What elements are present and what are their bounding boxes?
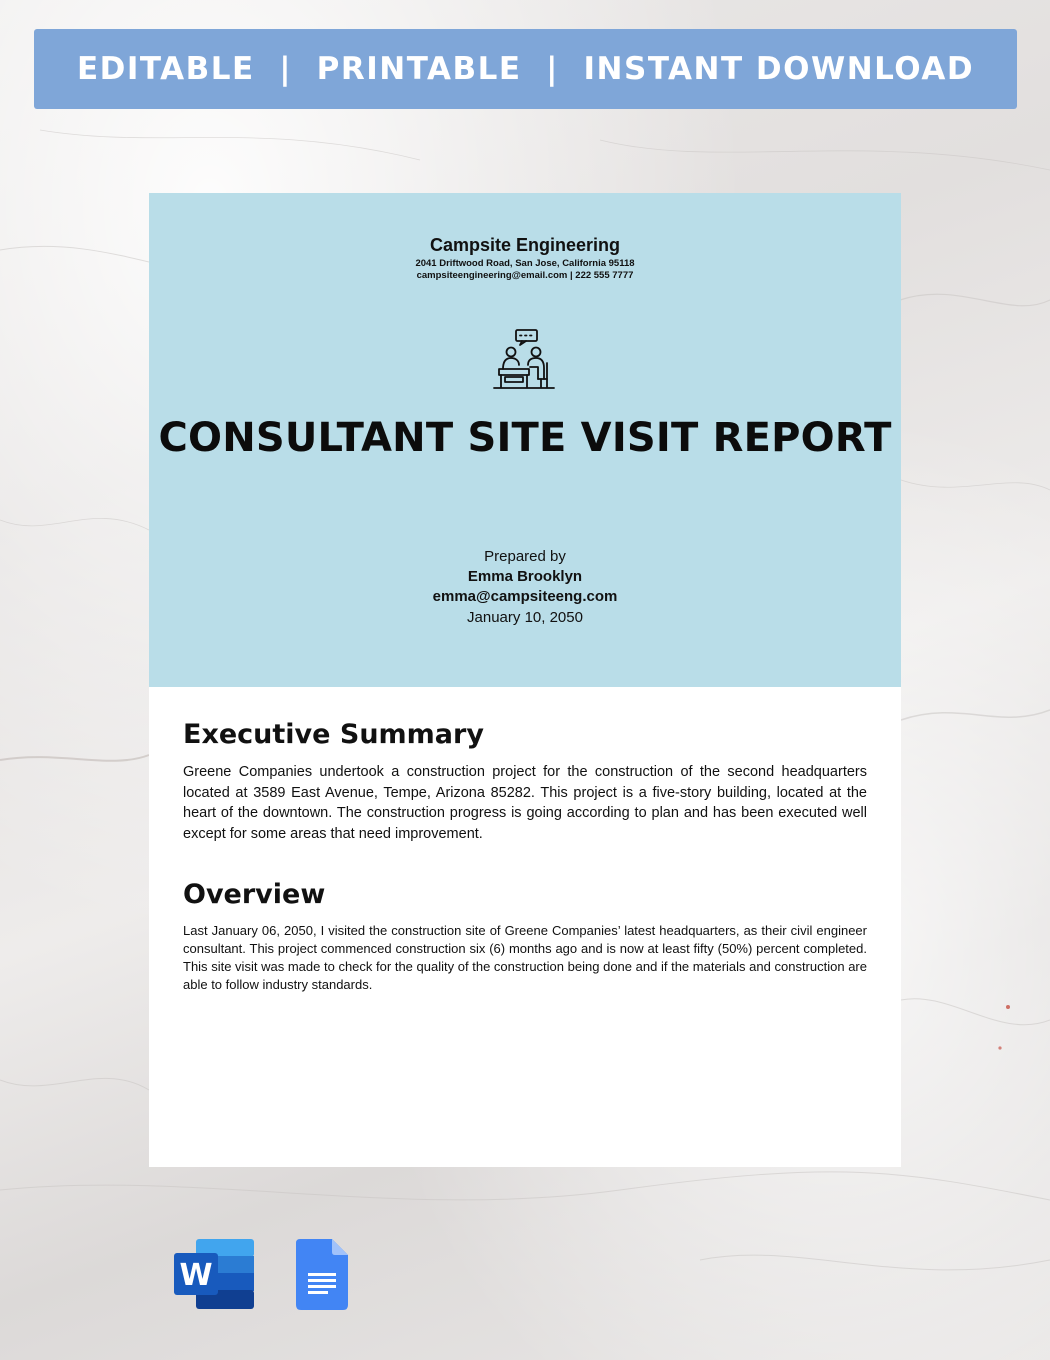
prepared-by-name: Emma Brooklyn — [467, 568, 583, 585]
feature-banner-text: EDITABLE | PRINTABLE | INSTANT DOWNLOAD — [76, 51, 975, 87]
google-docs-icon — [296, 1239, 348, 1310]
company-address: 2041 Driftwood Road, San Jose, California 95118 — [415, 258, 635, 269]
report-date: January 10, 2050 — [467, 609, 583, 626]
consultant-meeting-icon — [492, 327, 558, 393]
company-name: Campsite Engineering — [429, 235, 621, 255]
executive-summary-text: Greene Companies undertook a construction project for the construction of the second headquarters located at 3589 East Avenue, Tempe, Arizona 85282. This project is a five-story building, located at the heart of the downtown. The construction progress is going according to plan and has been executed well except for some areas that need improvement. — [183, 764, 867, 842]
company-contact: campsiteengineering@email.com | 222 555 7777 — [416, 270, 634, 281]
cover-section — [149, 193, 901, 687]
report-title: CONSULTANT SITE VISIT REPORT — [158, 415, 892, 461]
microsoft-word-icon — [174, 1239, 254, 1309]
overview-text: Last January 06, 2050, I visited the construction site of Greene Companies’ latest headquarters, as their civil engineer consultant. This project commenced construction six (6) months ago and is now at least fifty (50%) percent completed. This site visit was made to check for the quality of the construction being done and if the materials and construction are able to follow industry standards. — [183, 923, 867, 992]
feature-banner — [34, 29, 1017, 109]
prepared-by-label: Prepared by — [484, 548, 566, 565]
overview-heading: Overview — [183, 879, 326, 910]
executive-summary-heading: Executive Summary — [183, 719, 484, 750]
document-preview — [149, 193, 901, 1167]
word-glyph: W — [179, 1258, 213, 1293]
prepared-by-email: emma@campsiteeng.com — [432, 588, 618, 605]
